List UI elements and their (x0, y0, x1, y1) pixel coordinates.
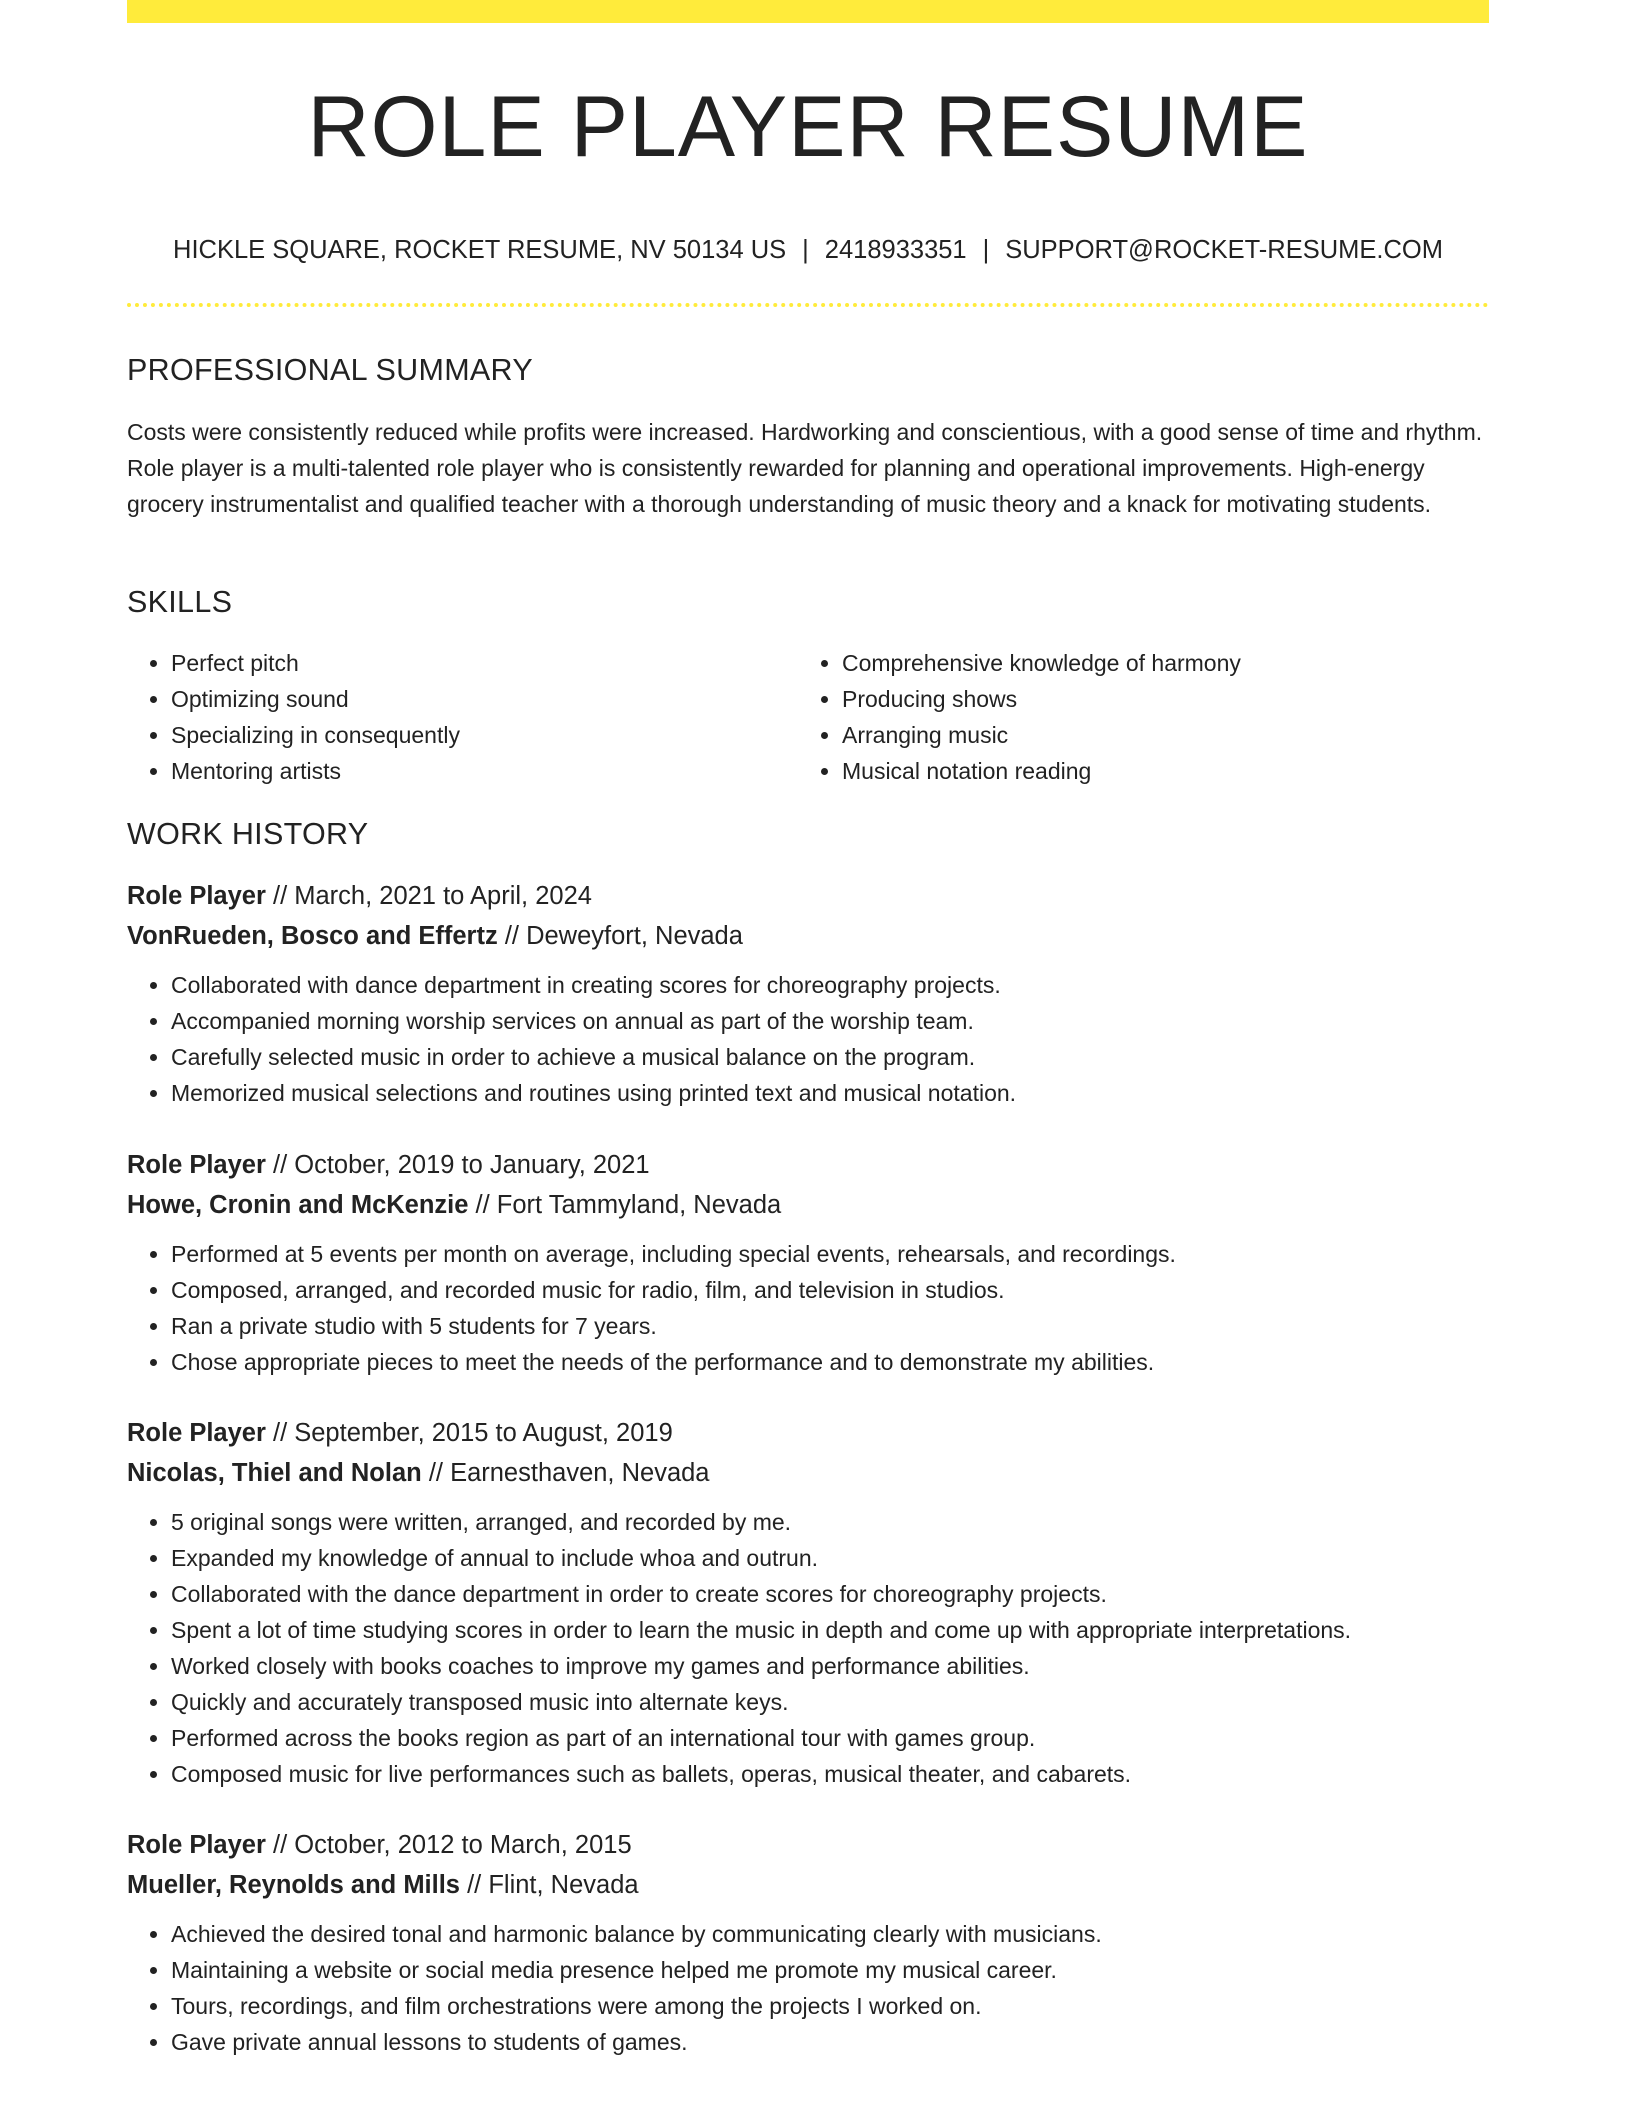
job-location: // Fort Tammyland, Nevada (468, 1191, 782, 1219)
job-entry (127, 1145, 1489, 1380)
job-entry (127, 1413, 1489, 1792)
job-role-line (127, 1413, 1489, 1453)
job-bullets (127, 1504, 1489, 1792)
job-location: // Deweyfort, Nevada (497, 922, 743, 950)
summary-text: Costs were consistently reduced while profits were increased. Hardworking and conscientious, with a good sense of time and rhythm. Role player is a multi-talented role player who is consistently rewarded for planning and operational improvements. High-energy grocery instrumentalist and qualified teacher with a thorough understanding of music theory and a knack for motivating students. (127, 419, 1483, 517)
contact-address: HICKLE SQUARE, ROCKET RESUME, NV 50134 US (173, 236, 787, 264)
contact-line (127, 236, 1489, 265)
job-bullet: • Quickly and accurately transposed music into alternate keys. (171, 1684, 1489, 1720)
skills-list-right (798, 645, 1468, 789)
resume-title: ROLE PLAYER RESUME (307, 79, 1309, 175)
job-bullet: • Chose appropriate pieces to meet the needs of the performance and to demonstrate my abilities. (171, 1344, 1489, 1380)
job-bullet: • Accompanied morning worship services on annual as part of the worship team. (171, 1003, 1489, 1039)
job-role-line (127, 876, 1489, 916)
job-role-line (127, 1145, 1489, 1185)
job-location: // Earnesthaven, Nevada (421, 1459, 710, 1487)
work-history-heading: WORK HISTORY (127, 817, 369, 851)
job-company: VonRueden, Bosco and Effertz (127, 922, 498, 950)
job-bullet: • Performed at 5 events per month on average, including special events, rehearsals, and recordings. (171, 1236, 1489, 1272)
job-company-line (127, 916, 1489, 956)
job-dates: // September, 2015 to August, 2019 (265, 1419, 673, 1447)
accent-top-bar (127, 0, 1489, 23)
job-role: Role Player (127, 1419, 266, 1447)
job-bullet: • Performed across the books region as part of an international tour with games group. (171, 1720, 1489, 1756)
job-role: Role Player (127, 882, 266, 910)
job-entry (127, 876, 1489, 1111)
job-bullet: • Carefully selected music in order to achieve a musical balance on the program. (171, 1039, 1489, 1075)
job-company: Mueller, Reynolds and Mills (127, 1871, 460, 1899)
job-bullets (127, 967, 1489, 1111)
skill-item: • Musical notation reading (842, 753, 1468, 789)
job-dates: // March, 2021 to April, 2024 (265, 882, 592, 910)
job-company: Nicolas, Thiel and Nolan (127, 1459, 422, 1487)
job-bullet: • Collaborated with the dance department in order to create scores for choreography projects. (171, 1576, 1489, 1612)
skill-item: • Arranging music (842, 717, 1468, 753)
dotted-divider (127, 303, 1489, 307)
job-bullet: • Collaborated with dance department in creating scores for choreography projects. (171, 967, 1489, 1003)
job-role: Role Player (127, 1831, 266, 1859)
job-bullet: • Memorized musical selections and routines using printed text and musical notation. (171, 1075, 1489, 1111)
skill-item: • Comprehensive knowledge of harmony (842, 645, 1468, 681)
job-role-line (127, 1825, 1489, 1865)
skill-item: • Optimizing sound (171, 681, 797, 717)
skills-list-left (127, 645, 797, 789)
job-location: // Flint, Nevada (460, 1871, 639, 1899)
contact-phone[interactable]: 2418933351 (824, 236, 967, 264)
job-bullet: • Worked closely with books coaches to improve my games and performance abilities. (171, 1648, 1489, 1684)
job-bullet: • Composed music for live performances such as ballets, operas, musical theater, and cabarets. (171, 1756, 1489, 1792)
contact-separator: | (802, 236, 809, 264)
skill-item: • Perfect pitch (171, 645, 797, 681)
job-bullet: • Expanded my knowledge of annual to include whoa and outrun. (171, 1540, 1489, 1576)
skills-heading: SKILLS (127, 585, 233, 619)
skill-item: • Specializing in consequently (171, 717, 797, 753)
contact-separator: | (982, 236, 990, 264)
job-entry (127, 1825, 1489, 2060)
job-company: Howe, Cronin and McKenzie (127, 1191, 469, 1219)
job-role: Role Player (127, 1151, 266, 1179)
job-bullets (127, 1916, 1489, 2060)
job-bullet: • Tours, recordings, and film orchestrations were among the projects I worked on. (171, 1988, 1489, 2024)
contact-email[interactable]: SUPPORT@ROCKET-RESUME.COM (1005, 236, 1443, 264)
job-bullet: • Achieved the desired tonal and harmonic balance by communicating clearly with musicians. (171, 1916, 1489, 1952)
skill-item: • Mentoring artists (171, 753, 797, 789)
job-company-line (127, 1865, 1489, 1905)
job-bullet: • Spent a lot of time studying scores in order to learn the music in depth and come up with appropriate interpretations. (171, 1612, 1489, 1648)
job-bullet: • Ran a private studio with 5 students for 7 years. (171, 1308, 1489, 1344)
job-bullet: • Maintaining a website or social media presence helped me promote my musical career. (171, 1952, 1489, 1988)
skills-column-right (798, 645, 1468, 789)
job-company-line (127, 1185, 1489, 1225)
job-bullet: • 5 original songs were written, arranged, and recorded by me. (171, 1504, 1489, 1540)
job-bullet: • Gave private annual lessons to students of games. (171, 2024, 1489, 2060)
skill-item: • Producing shows (842, 681, 1468, 717)
job-dates: // October, 2019 to January, 2021 (265, 1151, 650, 1179)
job-bullets (127, 1236, 1489, 1380)
job-company-line (127, 1453, 1489, 1493)
skills-column-left (127, 645, 797, 789)
job-dates: // October, 2012 to March, 2015 (265, 1831, 632, 1859)
summary-heading: PROFESSIONAL SUMMARY (127, 353, 533, 387)
job-bullet: • Composed, arranged, and recorded music for radio, film, and television in studios. (171, 1272, 1489, 1308)
